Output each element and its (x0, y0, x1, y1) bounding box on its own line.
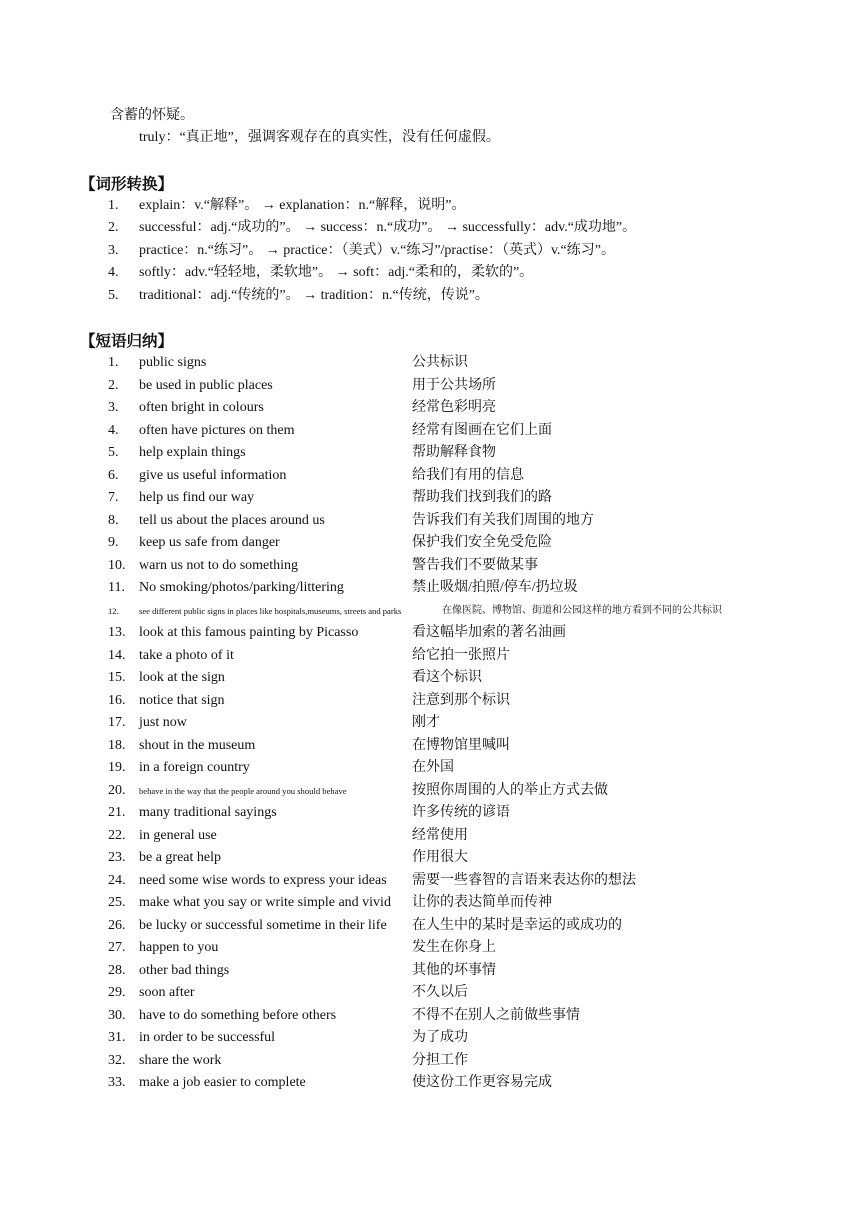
phrase-chinese: 分担工作 (412, 1053, 468, 1068)
phrase-english: help explain things (139, 445, 246, 460)
phrase-english: shout in the museum (139, 738, 256, 753)
item-number: 4. (108, 423, 119, 438)
item-number: 11. (108, 580, 125, 595)
phrase-english: tell us about the places around us (139, 513, 325, 528)
phrase-english: look at the sign (139, 670, 225, 685)
list-item (0, 983, 860, 1003)
phrase-english: No smoking/photos/parking/littering (139, 580, 344, 595)
list-item (0, 1051, 860, 1071)
list-item (0, 578, 860, 598)
list-item (0, 1073, 860, 1093)
list-item (0, 623, 860, 643)
phrase-english: make a job easier to complete (139, 1075, 306, 1090)
list-item (0, 218, 860, 238)
phrase-chinese: 告诉我们有关我们周围的地方 (412, 513, 594, 528)
list-item (0, 533, 860, 553)
item-number: 17. (108, 715, 126, 730)
list-item (0, 196, 860, 216)
phrase-english: many traditional sayings (139, 805, 277, 820)
phrase-chinese: 看这个标识 (412, 670, 482, 685)
item-number: 32. (108, 1053, 126, 1068)
phrases-heading: 【短语归纳】 (80, 332, 174, 350)
list-item (0, 1006, 860, 1026)
phrase-chinese: 其他的坏事情 (412, 963, 496, 978)
list-item (0, 893, 860, 913)
phrase-chinese: 让你的表达简单而传神 (412, 895, 552, 910)
item-text: practice：n.“练习”。 → practice：（美式）v.“练习”/practise：（英式）v.“练习”。 (139, 243, 615, 258)
phrase-chinese: 注意到那个标识 (412, 693, 510, 708)
phrase-chinese: 在人生中的某时是幸运的或成功的 (412, 918, 622, 933)
phrase-chinese: 为了成功 (412, 1030, 468, 1045)
item-number: 13. (108, 625, 126, 640)
list-item (0, 736, 860, 756)
item-number: 2. (108, 220, 119, 235)
phrase-chinese: 经常有图画在它们上面 (412, 423, 552, 438)
phrase-chinese: 公共标识 (412, 355, 468, 370)
item-number: 20. (108, 783, 126, 798)
list-item (0, 601, 860, 621)
phrase-chinese: 禁止吸烟/拍照/停车/扔垃圾 (412, 580, 578, 595)
item-number: 21. (108, 805, 126, 820)
phrase-english: need some wise words to express your ideas (139, 873, 387, 888)
phrase-chinese: 在博物馆里喊叫 (412, 738, 510, 753)
intro-line-2: truly：“真正地”，强调客观存在的真实性，没有任何虚假。 (139, 130, 500, 145)
item-number: 12. (108, 606, 119, 616)
list-item (0, 466, 860, 486)
item-number: 23. (108, 850, 126, 865)
phrase-chinese: 看这幅毕加索的著名油画 (412, 625, 566, 640)
list-item (0, 556, 860, 576)
phrase-english: be lucky or successful sometime in their life (139, 918, 387, 933)
phrase-english: in a foreign country (139, 760, 250, 775)
phrase-chinese: 不久以后 (412, 985, 468, 1000)
item-number: 2. (108, 378, 119, 393)
phrase-chinese: 在外国 (412, 760, 454, 775)
item-number: 33. (108, 1075, 126, 1090)
item-number: 6. (108, 468, 119, 483)
item-text: successful：adj.“成功的”。 → success：n.“成功”。 → successfully：adv.“成功地”。 (139, 220, 637, 235)
phrase-chinese: 作用很大 (412, 850, 468, 865)
list-item (0, 758, 860, 778)
item-number: 8. (108, 513, 119, 528)
list-item (0, 263, 860, 283)
item-number: 3. (108, 243, 119, 258)
item-number: 22. (108, 828, 126, 843)
item-number: 28. (108, 963, 126, 978)
item-number: 1. (108, 198, 119, 213)
item-number: 14. (108, 648, 126, 663)
phrase-english: see different public signs in places like hospitals,museums, streets and parks (139, 606, 402, 616)
phrase-english: public signs (139, 355, 207, 370)
phrase-english: make what you say or write simple and vivid (139, 895, 391, 910)
phrase-english: warn us not to do something (139, 558, 299, 573)
phrase-chinese: 给我们有用的信息 (412, 468, 524, 483)
phrase-english: in general use (139, 828, 217, 843)
list-item (0, 398, 860, 418)
phrase-english: in order to be successful (139, 1030, 276, 1045)
list-item (0, 803, 860, 823)
list-item (0, 713, 860, 733)
phrase-chinese: 需要一些睿智的言语来表达你的想法 (412, 873, 636, 888)
phrase-chinese: 使这份工作更容易完成 (412, 1075, 552, 1090)
list-item (0, 826, 860, 846)
item-number: 25. (108, 895, 126, 910)
phrase-english: help us find our way (139, 490, 255, 505)
list-item (0, 241, 860, 261)
phrase-english: other bad things (139, 963, 230, 978)
list-item (0, 916, 860, 936)
intro-line-1: 含蓄的怀疑。 (110, 108, 194, 123)
phrase-chinese: 经常使用 (412, 828, 468, 843)
list-item (0, 668, 860, 688)
phrase-chinese: 许多传统的谚语 (412, 805, 510, 820)
list-item (0, 443, 860, 463)
list-item (0, 871, 860, 891)
phrase-english: notice that sign (139, 693, 225, 708)
phrase-chinese: 发生在你身上 (412, 940, 496, 955)
item-number: 5. (108, 288, 119, 303)
item-number: 4. (108, 265, 119, 280)
phrase-chinese: 不得不在别人之前做些事情 (412, 1008, 580, 1023)
phrase-english: have to do something before others (139, 1008, 337, 1023)
phrase-chinese: 给它拍一张照片 (412, 648, 510, 663)
list-item (0, 488, 860, 508)
list-item (0, 376, 860, 396)
phrase-english: be a great help (139, 850, 222, 865)
phrase-english: share the work (139, 1053, 222, 1068)
list-item (0, 961, 860, 981)
item-number: 3. (108, 400, 119, 415)
phrase-english: often have pictures on them (139, 423, 295, 438)
item-text: softly：adv.“轻轻地，柔软地”。 → soft：adj.“柔和的，柔软的”。 (139, 265, 534, 280)
phrase-english: keep us safe from danger (139, 535, 280, 550)
list-item (0, 938, 860, 958)
phrase-english: take a photo of it (139, 648, 234, 663)
phrase-chinese: 经常色彩明亮 (412, 400, 496, 415)
phrase-chinese: 按照你周围的人的举止方式去做 (412, 783, 608, 798)
item-number: 7. (108, 490, 119, 505)
word-forms-heading: 【词形转换】 (80, 175, 174, 193)
phrase-chinese: 帮助我们找到我们的路 (412, 490, 552, 505)
item-number: 29. (108, 985, 126, 1000)
list-item (0, 353, 860, 373)
list-item (0, 691, 860, 711)
list-item (0, 511, 860, 531)
item-number: 30. (108, 1008, 126, 1023)
item-number: 19. (108, 760, 126, 775)
phrase-english: just now (139, 715, 187, 730)
item-number: 18. (108, 738, 126, 753)
phrase-english: give us useful information (139, 468, 287, 483)
phrase-chinese: 刚才 (412, 715, 440, 730)
item-number: 15. (108, 670, 126, 685)
phrase-chinese: 在像医院、博物馆、街道和公园这样的地方看到不同的公共标识 (442, 605, 722, 616)
phrase-chinese: 保护我们安全免受危险 (412, 535, 552, 550)
item-number: 5. (108, 445, 119, 460)
item-number: 10. (108, 558, 126, 573)
list-item (0, 781, 860, 801)
item-number: 9. (108, 535, 119, 550)
list-item (0, 848, 860, 868)
item-number: 1. (108, 355, 119, 370)
item-text: explain：v.“解释”。 → explanation：n.“解释，说明”。 (139, 198, 466, 213)
phrase-chinese: 帮助解释食物 (412, 445, 496, 460)
phrase-english: often bright in colours (139, 400, 264, 415)
item-number: 24. (108, 873, 126, 888)
phrase-english: be used in public places (139, 378, 273, 393)
item-number: 16. (108, 693, 126, 708)
item-number: 31. (108, 1030, 126, 1045)
list-item (0, 1028, 860, 1048)
phrase-chinese: 警告我们不要做某事 (412, 558, 538, 573)
phrase-english: soon after (139, 985, 195, 1000)
item-number: 27. (108, 940, 126, 955)
phrase-chinese: 用于公共场所 (412, 378, 496, 393)
list-item (0, 286, 860, 306)
phrase-english: look at this famous painting by Picasso (139, 625, 359, 640)
list-item (0, 646, 860, 666)
list-item (0, 421, 860, 441)
item-number: 26. (108, 918, 126, 933)
item-text: traditional：adj.“传统的”。 → tradition：n.“传统，传说”。 (139, 288, 489, 303)
phrase-english: happen to you (139, 940, 219, 955)
phrase-english: behave in the way that the people around you should behave (139, 786, 347, 796)
